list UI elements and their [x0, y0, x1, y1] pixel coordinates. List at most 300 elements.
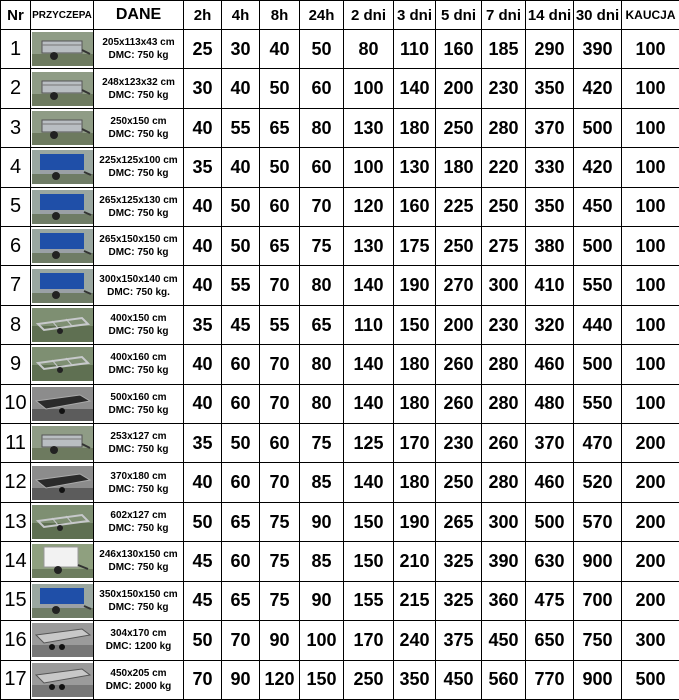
price-cell: 560 [482, 660, 526, 700]
trailer-dimensions: 370x180 cm [110, 470, 167, 482]
trailer-photo [31, 424, 94, 463]
price-cell: 80 [300, 266, 344, 305]
trailer-photo [31, 345, 94, 384]
price-cell: 40 [184, 227, 222, 266]
price-cell: 55 [222, 266, 260, 305]
price-cell: 70 [222, 621, 260, 660]
price-cell: 70 [260, 266, 300, 305]
trailer-dmc: DMC: 750 kg [108, 523, 169, 535]
price-cell: 350 [526, 187, 574, 226]
price-cell: 155 [344, 581, 394, 620]
price-cell: 120 [260, 660, 300, 700]
trailer-photo-icon [31, 466, 93, 500]
deposit-cell: 300 [622, 621, 679, 660]
price-cell: 100 [344, 148, 394, 187]
price-cell: 280 [482, 384, 526, 423]
price-cell: 160 [436, 30, 482, 69]
trailer-specs [94, 108, 184, 147]
price-cell: 360 [482, 581, 526, 620]
row-number: 9 [1, 345, 31, 384]
price-cell: 450 [482, 621, 526, 660]
price-cell: 140 [394, 69, 436, 108]
trailer-specs [94, 621, 184, 660]
price-cell: 110 [344, 305, 394, 344]
price-cell: 80 [344, 30, 394, 69]
price-cell: 70 [184, 660, 222, 700]
price-cell: 180 [394, 384, 436, 423]
price-cell: 150 [344, 502, 394, 541]
trailer-photo [31, 30, 94, 69]
price-cell: 35 [184, 148, 222, 187]
price-cell: 75 [260, 502, 300, 541]
price-cell: 45 [184, 542, 222, 581]
deposit-cell: 100 [622, 266, 679, 305]
price-cell: 390 [574, 30, 622, 69]
row-number: 17 [1, 660, 31, 700]
price-cell: 90 [300, 502, 344, 541]
price-cell: 140 [344, 266, 394, 305]
trailer-photo [31, 384, 94, 423]
price-cell: 65 [300, 305, 344, 344]
price-cell: 60 [260, 187, 300, 226]
trailer-dmc: DMC: 750 kg [108, 129, 169, 141]
price-cell: 90 [300, 581, 344, 620]
trailer-dimensions: 400x150 cm [110, 313, 167, 325]
deposit-cell: 200 [622, 424, 679, 463]
header-kaucja: KAUCJA [622, 1, 679, 30]
trailer-specs [94, 581, 184, 620]
price-cell: 280 [482, 345, 526, 384]
price-cell: 180 [394, 108, 436, 147]
price-cell: 180 [436, 148, 482, 187]
header-period: 7 dni [482, 1, 526, 30]
price-cell: 100 [300, 621, 344, 660]
price-cell: 150 [344, 542, 394, 581]
trailer-specs [94, 148, 184, 187]
trailer-dimensions: 304x170 cm [110, 628, 167, 640]
price-cell: 60 [222, 463, 260, 502]
price-cell: 75 [300, 424, 344, 463]
price-cell: 325 [436, 542, 482, 581]
price-cell: 185 [482, 30, 526, 69]
trailer-photo-icon [31, 663, 93, 697]
trailer-photo [31, 542, 94, 581]
price-cell: 650 [526, 621, 574, 660]
price-cell: 500 [574, 108, 622, 147]
price-cell: 40 [222, 69, 260, 108]
table-row [1, 69, 679, 108]
price-cell: 130 [344, 108, 394, 147]
price-cell: 40 [184, 187, 222, 226]
price-cell: 500 [574, 345, 622, 384]
price-cell: 55 [222, 108, 260, 147]
price-cell: 420 [574, 148, 622, 187]
trailer-specs [94, 502, 184, 541]
trailer-dimensions: 205x113x43 cm [102, 37, 175, 49]
price-cell: 230 [436, 424, 482, 463]
row-number: 12 [1, 463, 31, 502]
price-cell: 90 [222, 660, 260, 700]
price-cell: 220 [482, 148, 526, 187]
trailer-photo [31, 69, 94, 108]
price-cell: 60 [222, 345, 260, 384]
table-row [1, 187, 679, 226]
trailer-dimensions: 500x160 cm [110, 391, 167, 403]
trailer-dmc: DMC: 750 kg. [107, 286, 170, 298]
table-header-row [1, 1, 679, 30]
price-cell: 90 [260, 621, 300, 660]
deposit-cell: 100 [622, 30, 679, 69]
price-cell: 320 [526, 305, 574, 344]
price-cell: 475 [526, 581, 574, 620]
trailer-specs [94, 30, 184, 69]
table-row [1, 227, 679, 266]
row-number: 14 [1, 542, 31, 581]
trailer-specs [94, 424, 184, 463]
header-period: 5 dni [436, 1, 482, 30]
trailer-photo [31, 266, 94, 305]
price-cell: 900 [574, 660, 622, 700]
deposit-cell: 200 [622, 502, 679, 541]
price-cell: 200 [436, 305, 482, 344]
table-row [1, 30, 679, 69]
price-cell: 630 [526, 542, 574, 581]
trailer-specs [94, 542, 184, 581]
price-cell: 55 [260, 305, 300, 344]
price-cell: 770 [526, 660, 574, 700]
deposit-cell: 100 [622, 69, 679, 108]
price-cell: 275 [482, 227, 526, 266]
price-cell: 60 [260, 424, 300, 463]
trailer-specs [94, 463, 184, 502]
trailer-dimensions: 602x127 cm [110, 510, 167, 522]
price-cell: 180 [394, 463, 436, 502]
price-cell: 30 [222, 30, 260, 69]
trailer-photo-icon [31, 269, 93, 303]
trailer-specs [94, 266, 184, 305]
header-period: 24h [300, 1, 344, 30]
row-number: 11 [1, 424, 31, 463]
trailer-photo [31, 502, 94, 541]
trailer-specs [94, 660, 184, 700]
table-row [1, 463, 679, 502]
trailer-dmc: DMC: 750 kg [108, 601, 169, 613]
price-cell: 40 [184, 384, 222, 423]
trailer-photo-icon [31, 190, 93, 224]
price-cell: 40 [184, 463, 222, 502]
price-cell: 750 [574, 621, 622, 660]
trailer-dmc: DMC: 750 kg [108, 404, 169, 416]
price-cell: 460 [526, 345, 574, 384]
price-cell: 125 [344, 424, 394, 463]
price-cell: 380 [526, 227, 574, 266]
trailer-dmc: DMC: 750 kg [108, 326, 169, 338]
trailer-dimensions: 265x125x130 cm [99, 194, 178, 206]
price-cell: 60 [300, 69, 344, 108]
trailer-photo-icon [31, 426, 93, 460]
deposit-cell: 500 [622, 660, 679, 700]
price-cell: 50 [222, 227, 260, 266]
trailer-photo-icon [31, 623, 93, 657]
trailer-photo-icon [31, 347, 93, 381]
price-cell: 500 [574, 227, 622, 266]
price-cell: 350 [394, 660, 436, 700]
trailer-dmc: DMC: 750 kg [108, 444, 169, 456]
table-row [1, 581, 679, 620]
trailer-dimensions: 450x205 cm [110, 667, 167, 679]
price-cell: 70 [260, 345, 300, 384]
trailer-photo-icon [31, 584, 93, 618]
price-cell: 210 [394, 542, 436, 581]
deposit-cell: 100 [622, 345, 679, 384]
price-cell: 290 [526, 30, 574, 69]
price-cell: 45 [184, 581, 222, 620]
price-cell: 150 [394, 305, 436, 344]
price-cell: 230 [482, 305, 526, 344]
price-cell: 175 [394, 227, 436, 266]
trailer-dmc: DMC: 750 kg [108, 483, 169, 495]
trailer-photo-icon [31, 150, 93, 184]
trailer-dmc: DMC: 750 kg [108, 365, 169, 377]
trailer-dimensions: 400x160 cm [110, 352, 167, 364]
price-cell: 410 [526, 266, 574, 305]
trailer-dmc: DMC: 750 kg [108, 50, 169, 62]
price-cell: 240 [394, 621, 436, 660]
table-row [1, 266, 679, 305]
price-cell: 215 [394, 581, 436, 620]
table-row [1, 108, 679, 147]
price-cell: 35 [184, 424, 222, 463]
price-cell: 70 [260, 463, 300, 502]
price-cell: 50 [222, 187, 260, 226]
price-cell: 160 [394, 187, 436, 226]
trailer-photo [31, 660, 94, 700]
price-cell: 375 [436, 621, 482, 660]
price-cell: 40 [260, 30, 300, 69]
price-cell: 50 [260, 69, 300, 108]
price-cell: 370 [526, 108, 574, 147]
price-cell: 260 [436, 384, 482, 423]
deposit-cell: 200 [622, 581, 679, 620]
price-cell: 85 [300, 542, 344, 581]
price-cell: 270 [436, 266, 482, 305]
price-cell: 40 [222, 148, 260, 187]
trailer-dmc: DMC: 750 kg [108, 207, 169, 219]
price-cell: 190 [394, 266, 436, 305]
table-row [1, 345, 679, 384]
price-cell: 250 [482, 187, 526, 226]
price-cell: 120 [344, 187, 394, 226]
price-cell: 200 [436, 69, 482, 108]
price-cell: 65 [260, 108, 300, 147]
price-cell: 70 [260, 384, 300, 423]
header-przyczepa: PRZYCZEPA [31, 1, 94, 30]
trailer-photo [31, 305, 94, 344]
trailer-photo [31, 463, 94, 502]
price-cell: 520 [574, 463, 622, 502]
price-cell: 130 [394, 148, 436, 187]
table-row [1, 660, 679, 700]
trailer-photo-icon [31, 229, 93, 263]
price-cell: 140 [344, 345, 394, 384]
price-cell: 450 [574, 187, 622, 226]
price-cell: 250 [436, 108, 482, 147]
trailer-dimensions: 246x130x150 cm [99, 549, 178, 561]
price-cell: 325 [436, 581, 482, 620]
price-cell: 80 [300, 345, 344, 384]
row-number: 13 [1, 502, 31, 541]
header-period: 3 dni [394, 1, 436, 30]
price-cell: 440 [574, 305, 622, 344]
deposit-cell: 100 [622, 187, 679, 226]
price-cell: 75 [260, 581, 300, 620]
trailer-photo-icon [31, 32, 93, 66]
price-cell: 180 [394, 345, 436, 384]
price-cell: 50 [184, 502, 222, 541]
deposit-cell: 100 [622, 148, 679, 187]
header-period: 30 dni [574, 1, 622, 30]
table-row [1, 384, 679, 423]
price-cell: 550 [574, 266, 622, 305]
price-cell: 190 [394, 502, 436, 541]
trailer-photo [31, 148, 94, 187]
trailer-photo-icon [31, 72, 93, 106]
price-cell: 40 [184, 108, 222, 147]
trailer-dimensions: 265x150x150 cm [99, 234, 178, 246]
trailer-photo [31, 621, 94, 660]
header-period: 2h [184, 1, 222, 30]
price-cell: 50 [300, 30, 344, 69]
price-cell: 700 [574, 581, 622, 620]
table-body [1, 30, 679, 700]
header-nr: Nr [1, 1, 31, 30]
price-cell: 460 [526, 463, 574, 502]
trailer-dmc: DMC: 750 kg [108, 89, 169, 101]
price-cell: 50 [260, 148, 300, 187]
price-cell: 140 [344, 384, 394, 423]
price-cell: 150 [300, 660, 344, 700]
trailer-photo-icon [31, 308, 93, 342]
price-cell: 65 [260, 227, 300, 266]
price-cell: 70 [300, 187, 344, 226]
price-cell: 140 [344, 463, 394, 502]
deposit-cell: 100 [622, 227, 679, 266]
price-cell: 250 [436, 463, 482, 502]
price-cell: 250 [436, 227, 482, 266]
price-cell: 550 [574, 384, 622, 423]
trailer-photo [31, 108, 94, 147]
row-number: 15 [1, 581, 31, 620]
trailer-photo-icon [31, 505, 93, 539]
price-cell: 225 [436, 187, 482, 226]
trailer-specs [94, 69, 184, 108]
price-cell: 390 [482, 542, 526, 581]
deposit-cell: 200 [622, 542, 679, 581]
table-row [1, 305, 679, 344]
price-cell: 50 [222, 424, 260, 463]
table-row [1, 621, 679, 660]
deposit-cell: 100 [622, 384, 679, 423]
price-cell: 500 [526, 502, 574, 541]
price-cell: 260 [482, 424, 526, 463]
price-cell: 900 [574, 542, 622, 581]
price-cell: 65 [222, 581, 260, 620]
price-cell: 260 [436, 345, 482, 384]
row-number: 7 [1, 266, 31, 305]
price-cell: 35 [184, 305, 222, 344]
header-period: 4h [222, 1, 260, 30]
row-number: 3 [1, 108, 31, 147]
row-number: 16 [1, 621, 31, 660]
header-period: 2 dni [344, 1, 394, 30]
price-cell: 330 [526, 148, 574, 187]
trailer-specs [94, 187, 184, 226]
price-cell: 100 [344, 69, 394, 108]
trailer-dmc: DMC: 2000 kg [105, 680, 172, 692]
price-cell: 30 [184, 69, 222, 108]
price-cell: 300 [482, 502, 526, 541]
row-number: 6 [1, 227, 31, 266]
trailer-photo-icon [31, 544, 93, 578]
trailer-dmc: DMC: 750 kg [108, 168, 169, 180]
row-number: 5 [1, 187, 31, 226]
price-cell: 80 [300, 384, 344, 423]
table-row [1, 502, 679, 541]
trailer-dmc: DMC: 750 kg [108, 247, 169, 259]
price-cell: 230 [482, 69, 526, 108]
trailer-dimensions: 225x125x100 cm [99, 155, 178, 167]
trailer-photo-icon [31, 111, 93, 145]
price-cell: 170 [344, 621, 394, 660]
price-cell: 40 [184, 266, 222, 305]
deposit-cell: 100 [622, 305, 679, 344]
price-cell: 110 [394, 30, 436, 69]
trailer-specs [94, 345, 184, 384]
deposit-cell: 100 [622, 108, 679, 147]
price-cell: 250 [344, 660, 394, 700]
trailer-dimensions: 250x150 cm [110, 116, 167, 128]
price-cell: 280 [482, 463, 526, 502]
trailer-photo-icon [31, 387, 93, 421]
trailer-specs [94, 305, 184, 344]
price-cell: 25 [184, 30, 222, 69]
row-number: 8 [1, 305, 31, 344]
trailer-photo [31, 581, 94, 620]
price-cell: 350 [526, 69, 574, 108]
row-number: 10 [1, 384, 31, 423]
trailer-dmc: DMC: 1200 kg [105, 641, 172, 653]
row-number: 1 [1, 30, 31, 69]
trailer-dimensions: 300x150x140 cm [99, 273, 178, 285]
price-cell: 450 [436, 660, 482, 700]
trailer-dimensions: 253x127 cm [110, 431, 167, 443]
price-cell: 300 [482, 266, 526, 305]
price-cell: 280 [482, 108, 526, 147]
trailer-dimensions: 248x123x32 cm [102, 76, 175, 88]
header-period: 14 dni [526, 1, 574, 30]
trailer-specs [94, 227, 184, 266]
price-cell: 85 [300, 463, 344, 502]
table-row [1, 148, 679, 187]
header-dane: DANE [94, 1, 184, 30]
price-cell: 65 [222, 502, 260, 541]
table-row [1, 424, 679, 463]
price-cell: 480 [526, 384, 574, 423]
price-cell: 75 [300, 227, 344, 266]
row-number: 4 [1, 148, 31, 187]
price-cell: 470 [574, 424, 622, 463]
price-cell: 50 [184, 621, 222, 660]
